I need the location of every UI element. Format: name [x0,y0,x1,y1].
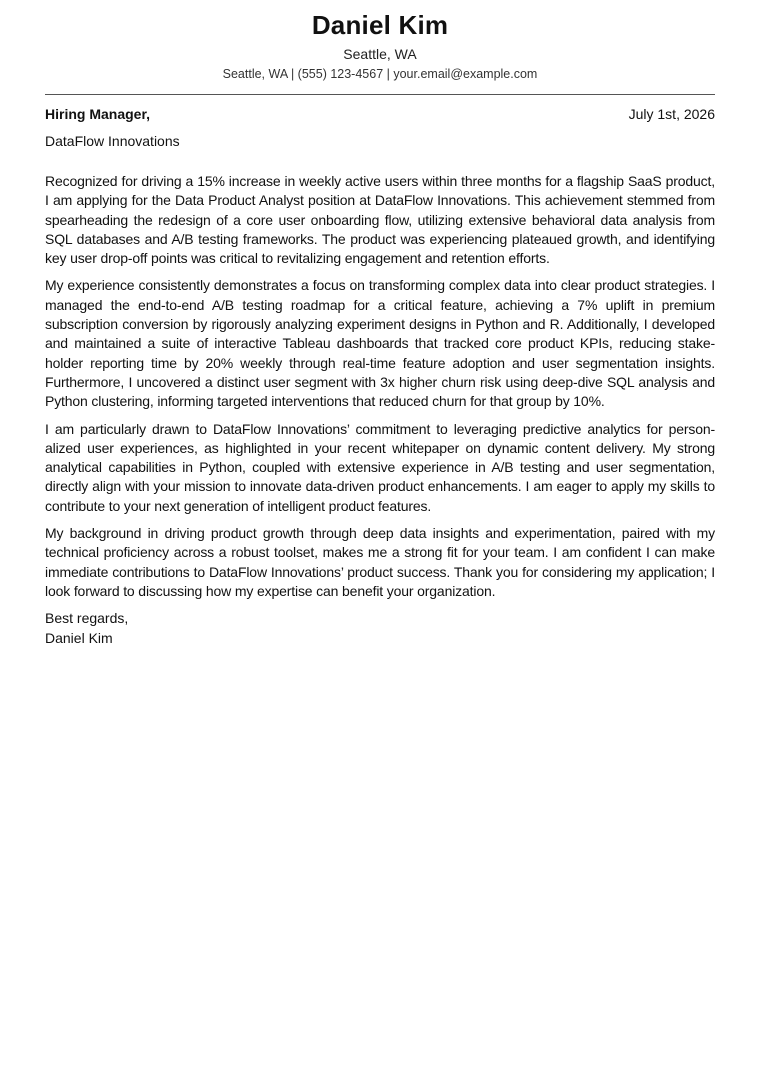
closing-block [45,609,715,648]
body-paragraph-3: I am particularly drawn to DataFlow Innovations’ commitment to leveraging predictive analytics for person-alized user experiences, as highlighted in your recent whitepaper on dynamic content delivery. My strong analytical capabilities in Python, coupled with extensive experience in A/B testing and user segmentation, directly align with your mission to innovate data-driven product enhancements. I am eager to apply my skills to contribute to your next generation of intelligent product features. [45,420,715,514]
letter-date: July 1st, 2026 [628,106,715,122]
letter-body [45,172,715,601]
recipient-salutation: Hiring Manager, [45,106,151,122]
header-divider [45,94,715,95]
applicant-location: Seattle, WA [343,46,417,62]
salutation-date-row [45,105,715,123]
body-paragraph-1: Recognized for driving a 15% increase in weekly active users within three months for a flagship SaaS product, I am applying for the Data Product Analyst position at DataFlow Innovations. This achievement stemmed from spearheading the redesign of a core user onboarding flow, utilizing extensive behavioral data analysis from SQL databases and A/B testing frameworks. The product was experiencing plateaued growth, and identifying key user drop-off points was critical to revitalizing engagement and retention efforts. [45,173,715,267]
body-paragraph-2: My experience consistently demonstrates a focus on transforming complex data into clear product strategies. I managed the end-to-end A/B testing roadmap for a critical feature, achieving a 7% uplift in premium subscription conversion by rigorously analyzing experiment designs in Python and R. Additionally, I developed and maintained a suite of interactive Tableau dashboards that tracked core product KPIs, reducing stake-holder reporting time by 20% weekly through real-time feature adoption and user segmentation insights. Furthermore, I uncovered a distinct user segment with 3x higher churn risk using deep-dive SQL analysis and Python clustering, informing targeted interventions that reduced churn for that group by 10%. [45,277,715,410]
closing-phrase: Best regards, [45,610,129,627]
applicant-contact-line: Seattle, WA | (555) 123-4567 | your.email@example.com [222,67,538,81]
signature-name: Daniel Kim [45,629,113,646]
body-paragraph-4: My background in driving product growth through deep data insights and experimentation, paired with my technical proficiency across a robust toolset, makes me a strong fit for your team. I am confident I can make immediate contributions to DataFlow Innovations’ product success. Thank you for considering my application; I look forward to discussing how my expertise can benefit your organization. [45,525,715,599]
company-name: DataFlow Innovations [45,133,180,149]
applicant-name: Daniel Kim [311,10,449,40]
